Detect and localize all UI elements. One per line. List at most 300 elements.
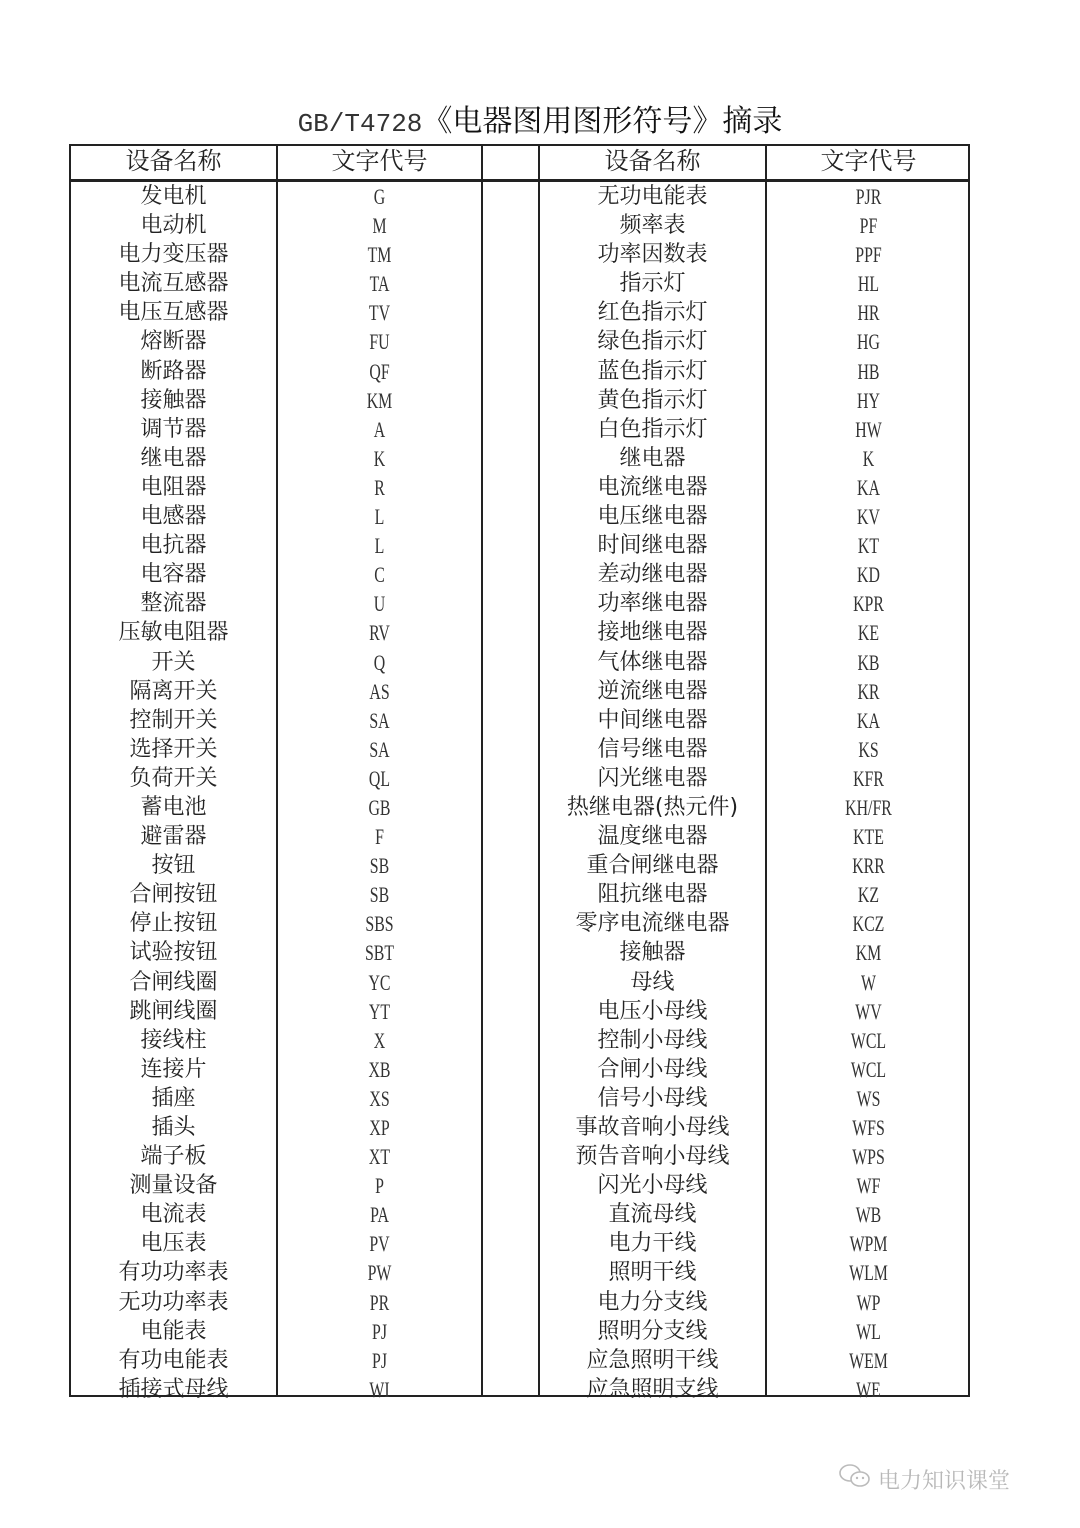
table-cell [767,386,970,415]
right-device-name: 阻抗继电器 [597,882,708,908]
left-letter-code: L [374,533,385,559]
table-cell [71,735,276,764]
left-letter-code: WI [369,1376,390,1402]
table-cell [540,357,765,386]
left-letter-code: QL [368,765,391,791]
table-cell [278,618,481,647]
left-device-name: 开关 [151,649,196,675]
table-cell [278,386,481,415]
left-device-name: 停止按钮 [129,911,218,937]
header-code-left: 文字代号 [331,147,428,175]
table-cell [767,589,970,618]
table-cell [767,1317,970,1346]
right-letter-code: WS [856,1085,881,1111]
table-cell [767,938,970,967]
table-cell [540,648,765,677]
right-letter-code: PJR [855,184,882,209]
table-cell [540,764,765,793]
table-cell [71,560,276,589]
table-cell [71,1142,276,1171]
table-cell [71,240,276,269]
table-cell [71,851,276,880]
left-device-name: 蓄电池 [140,794,207,820]
left-device-name: 断路器 [140,358,207,384]
left-device-name: 无功功率表 [118,1289,229,1315]
table-cell [71,1200,276,1229]
table-cell [540,589,765,618]
left-letter-code: F [375,824,384,850]
table-cell [278,1288,481,1317]
left-device-name: 接线柱 [140,1027,207,1053]
table-cell [540,851,765,880]
table-cell [278,1346,481,1375]
table-cell [71,1084,276,1113]
left-letter-code: PA [370,1202,389,1228]
table-cell [278,1084,481,1113]
right-letter-code: PF [859,213,878,239]
left-letter-code: L [374,504,385,530]
right-letter-code: KM [855,940,882,966]
table-cell [71,1288,276,1317]
table-cell [71,531,276,560]
right-letter-code: KD [857,562,880,588]
left-letter-code: U [373,591,386,617]
right-device-name: 预告音响小母线 [575,1144,730,1170]
table-cell [767,1229,970,1258]
table-cell [71,182,276,211]
table-cell [278,1375,481,1404]
table-cell [767,1375,970,1404]
table-cell [278,968,481,997]
left-letter-code: QF [369,358,390,384]
table-cell [767,1288,970,1317]
table-cell [278,1200,481,1229]
table-cell [767,444,970,473]
table-cell [767,327,970,356]
table-cell [278,1258,481,1287]
right-name-column [540,182,765,1404]
right-letter-code: WE [856,1376,881,1402]
left-device-name: 整流器 [140,591,207,617]
right-letter-code: KS [858,736,879,762]
right-letter-code: WB [855,1202,882,1228]
table-cell [540,1288,765,1317]
table-cell [278,1171,481,1200]
right-letter-code: W [861,969,876,995]
right-device-name: 照明分支线 [597,1318,708,1344]
table-cell [540,1142,765,1171]
table-cell [540,880,765,909]
right-device-name: 接触器 [619,940,686,966]
left-device-name: 电阻器 [140,474,207,500]
table-cell [278,822,481,851]
table-cell [278,357,481,386]
table-cell [540,706,765,735]
left-letter-code: PR [369,1289,390,1315]
table-cell [71,327,276,356]
table-cell [540,502,765,531]
table-cell [540,1258,765,1287]
table-cell [278,1055,481,1084]
table-cell [767,1026,970,1055]
left-letter-code: C [374,562,385,588]
left-device-name: 端子板 [140,1144,207,1170]
table-cell [278,1229,481,1258]
left-letter-code: KM [366,387,393,413]
right-device-name: 红色指示灯 [597,300,708,326]
table-cell [71,444,276,473]
right-letter-code: WFS [852,1115,885,1140]
left-letter-code: PW [367,1260,392,1286]
right-letter-code: HG [857,329,880,355]
right-device-name: 时间继电器 [597,533,708,559]
left-device-name: 避雷器 [140,824,207,850]
right-device-name: 控制小母线 [597,1027,708,1053]
right-device-name: 无功电能表 [597,184,708,209]
right-device-name: 黄色指示灯 [597,387,708,413]
left-letter-code: P [375,1173,384,1199]
right-letter-code: WPM [849,1231,888,1257]
table-cell [767,764,970,793]
right-letter-code: KCZ [852,911,885,937]
table-cell [540,1113,765,1142]
table-cell [767,502,970,531]
right-letter-code: WL [856,1318,881,1344]
left-device-name: 电压互感器 [118,300,229,326]
table-cell [71,386,276,415]
left-letter-code: K [373,445,386,471]
table-cell [540,560,765,589]
page-title [0,100,1080,146]
table-cell [71,880,276,909]
symbol-table [69,144,970,1402]
table-cell [767,298,970,327]
left-letter-code: PV [369,1231,390,1257]
table-cell [278,997,481,1026]
right-device-name: 逆流继电器 [597,678,708,704]
right-device-name: 温度继电器 [597,824,708,850]
right-device-name: 接地继电器 [597,620,708,646]
table-cell [540,531,765,560]
table-cell [540,444,765,473]
left-device-name: 电能表 [140,1318,207,1344]
table-cell [71,909,276,938]
header-code-right: 文字代号 [820,147,917,175]
left-letter-code: FU [369,329,390,355]
left-device-name: 发电机 [140,184,207,209]
right-letter-code: WV [855,998,882,1024]
right-letter-code: WLM [849,1260,888,1286]
left-letter-code: TV [368,300,391,326]
left-device-name: 按钮 [151,853,196,879]
left-letter-code: SB [369,882,390,908]
right-letter-code: KA [857,474,880,500]
table-cell [278,1317,481,1346]
table-cell [767,909,970,938]
left-letter-code: SB [369,853,390,879]
right-device-name: 信号小母线 [597,1085,708,1111]
left-device-name: 合闸线圈 [129,969,218,995]
table-cell [71,473,276,502]
right-letter-code: KFR [853,765,884,791]
left-letter-code: XB [368,1056,391,1082]
table-cell [278,444,481,473]
right-device-name: 电压继电器 [597,504,708,530]
left-device-name: 选择开关 [129,736,218,762]
right-letter-code: KH/FR [845,794,892,820]
left-letter-code: PJ [372,1318,387,1344]
table-cell [767,648,970,677]
table-cell [767,473,970,502]
table-cell [71,1258,276,1287]
table-cell [71,1346,276,1375]
left-device-name: 负荷开关 [129,765,218,791]
left-device-name: 电容器 [140,562,207,588]
left-device-name: 测量设备 [129,1173,218,1199]
table-cell [767,1346,970,1375]
left-letter-code: TM [367,242,392,268]
table-cell [767,1200,970,1229]
left-device-name: 电流表 [140,1202,207,1228]
table-cell [278,909,481,938]
table-cell [278,764,481,793]
left-code-column [278,182,481,1404]
left-device-name: 有功电能表 [118,1347,229,1373]
right-letter-code: WEM [849,1347,888,1373]
table-cell [767,618,970,647]
right-letter-code: WP [856,1289,881,1315]
right-device-name: 电压小母线 [597,998,708,1024]
table-cell [71,1026,276,1055]
right-letter-code: WCL [850,1027,887,1053]
right-letter-code: KV [857,504,880,530]
table-cell [278,560,481,589]
table-cell [71,415,276,444]
table-cell [71,502,276,531]
left-device-name: 调节器 [140,416,207,442]
right-letter-code: KPR [853,591,884,617]
right-device-name: 热继电器(热元件) [566,794,739,820]
right-letter-code: HY [857,387,880,413]
table-cell [767,531,970,560]
table-cell [71,298,276,327]
table-cell [540,997,765,1026]
left-letter-code: G [373,184,386,209]
left-device-name: 控制开关 [129,707,218,733]
left-letter-code: XT [368,1144,391,1170]
left-letter-code: XP [369,1115,390,1140]
table-cell [278,502,481,531]
left-letter-code: SBT [364,940,395,966]
left-letter-code: A [373,416,386,442]
table-cell [71,793,276,822]
table-cell [71,269,276,298]
left-device-name: 连接片 [140,1056,207,1082]
header-device-name-right: 设备名称 [604,147,701,175]
table-cell [767,735,970,764]
table-cell [71,1317,276,1346]
right-device-name: 事故音响小母线 [575,1115,730,1140]
watermark [838,1462,1010,1496]
right-device-name: 合闸小母线 [597,1056,708,1082]
left-device-name: 插接式母线 [118,1376,229,1402]
left-letter-code: YC [368,969,391,995]
right-letter-code: HR [857,300,880,326]
table-cell [540,618,765,647]
right-device-name: 母线 [630,969,675,995]
table-cell [71,706,276,735]
right-letter-code: HB [857,358,880,384]
table-cell [767,1258,970,1287]
table-cell [278,211,481,240]
table-cell [278,473,481,502]
right-device-name: 电流继电器 [597,474,708,500]
table-cell [278,1142,481,1171]
watermark-text: 电力知识课堂 [878,1468,1011,1494]
table-cell [767,822,970,851]
table-cell [767,269,970,298]
table-cell [540,327,765,356]
right-device-name: 继电器 [619,445,686,471]
table-cell [767,706,970,735]
table-cell [540,735,765,764]
left-device-name: 插座 [151,1085,196,1111]
left-device-name: 电压表 [140,1231,207,1257]
table-cell [540,1200,765,1229]
right-letter-code: WCL [850,1056,887,1082]
left-letter-code: PJ [372,1347,387,1373]
left-letter-code: XS [369,1085,390,1111]
table-cell [540,1229,765,1258]
right-letter-code: KR [857,678,880,704]
table-cell [767,1142,970,1171]
table-cell [71,1229,276,1258]
table-cell [278,706,481,735]
table-cell [540,822,765,851]
right-device-name: 指示灯 [619,271,686,297]
left-letter-code: YT [368,998,391,1024]
table-cell [767,880,970,909]
table-cell [540,240,765,269]
right-device-name: 应急照明支线 [586,1376,719,1402]
table-cell [71,618,276,647]
left-letter-code: M [372,213,387,239]
table-cell [540,211,765,240]
table-cell [278,298,481,327]
right-device-name: 频率表 [619,213,686,239]
left-letter-code: SA [369,736,390,762]
table-cell [71,1375,276,1404]
left-device-name: 隔离开关 [129,678,218,704]
right-device-name: 信号继电器 [597,736,708,762]
table-cell [278,648,481,677]
table-cell [540,473,765,502]
table-cell [278,327,481,356]
left-device-name: 电力变压器 [118,242,229,268]
table-cell [278,240,481,269]
left-letter-code: X [373,1027,386,1053]
table-cell [540,1317,765,1346]
right-device-name: 功率继电器 [597,591,708,617]
right-device-name: 应急照明干线 [586,1347,719,1373]
table-cell [71,1055,276,1084]
table-cell [71,764,276,793]
left-letter-code: AS [369,678,390,704]
left-letter-code: SA [369,707,390,733]
left-device-name: 电抗器 [140,533,207,559]
right-device-name: 功率因数表 [597,242,708,268]
table-cell [540,298,765,327]
table-cell [71,938,276,967]
table-cell [278,182,481,211]
right-letter-code: KA [857,707,880,733]
table-cell [540,677,765,706]
table-cell [278,938,481,967]
table-cell [767,1113,970,1142]
table-cell [540,182,765,211]
left-device-name: 熔断器 [140,329,207,355]
table-cell [767,182,970,211]
left-device-name: 接触器 [140,387,207,413]
table-cell [540,1084,765,1113]
left-device-name: 跳闸线圈 [129,998,218,1024]
left-letter-code: SBS [365,911,394,937]
table-cell [71,1171,276,1200]
table-cell [540,1375,765,1404]
left-letter-code: R [374,474,385,500]
header-device-name-left: 设备名称 [125,147,222,175]
table-cell [540,1055,765,1084]
left-letter-code: TA [369,271,390,297]
right-device-name: 照明干线 [608,1260,697,1286]
table-cell [71,648,276,677]
left-device-name: 电感器 [140,504,207,530]
table-cell [540,1171,765,1200]
wechat-icon [838,1462,878,1496]
table-cell [278,269,481,298]
right-device-name: 直流母线 [608,1202,697,1228]
right-letter-code: KZ [857,882,880,908]
left-letter-code: GB [368,794,391,820]
right-device-name: 重合闸继电器 [586,853,719,879]
table-cell [71,589,276,618]
left-device-name: 继电器 [140,445,207,471]
table-cell [278,793,481,822]
table-cell [767,357,970,386]
right-letter-code: K [862,445,875,471]
table-cell [767,1084,970,1113]
table-cell [71,677,276,706]
table-cell [278,735,481,764]
table-cell [278,531,481,560]
right-device-name: 电力干线 [608,1231,697,1257]
right-device-name: 零序电流继电器 [575,911,730,937]
right-letter-code: WF [856,1173,881,1199]
table-cell [540,938,765,967]
table-cell [540,1026,765,1055]
table-cell [767,240,970,269]
left-device-name: 电动机 [140,213,207,239]
table-cell [767,415,970,444]
table-cell [71,211,276,240]
right-letter-code: HW [855,416,882,442]
right-letter-code: KT [857,533,880,559]
table-cell [540,415,765,444]
table-cell [71,357,276,386]
right-device-name: 电力分支线 [597,1289,708,1315]
right-letter-code: KTE [853,824,884,850]
table-cell [278,677,481,706]
